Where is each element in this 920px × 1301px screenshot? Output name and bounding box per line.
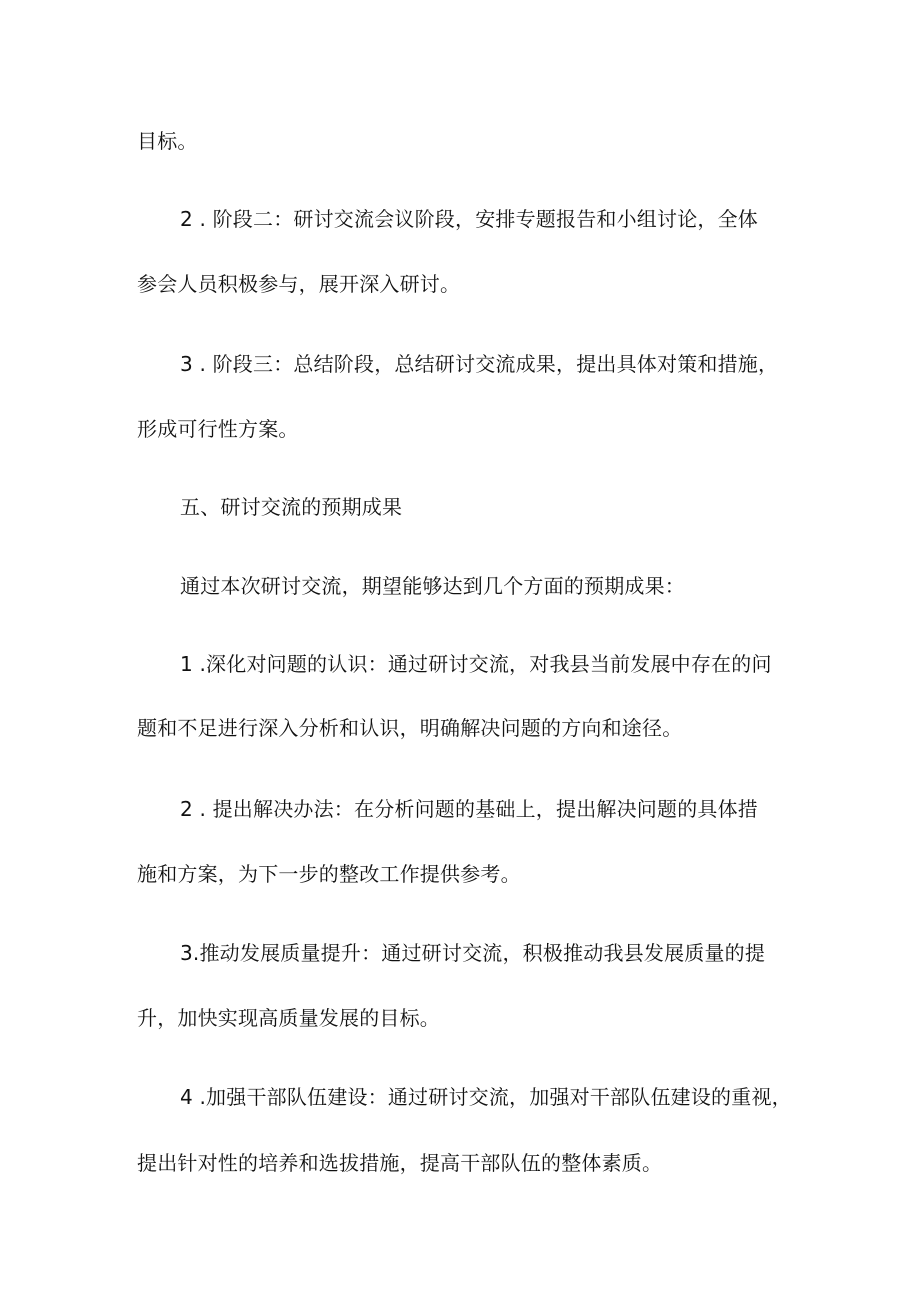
section-heading: 五、研讨交流的预期成果: [180, 495, 403, 519]
text-line: 提出针对性的培养和选拔措施，提高干部队伍的整体素质。: [137, 1151, 663, 1175]
text-line: 3 . 阶段三：总结阶段，总结研讨交流成果，提出具体对策和措施，: [180, 352, 779, 376]
text-line: 3.推动发展质量提升：通过研讨交流，积极推动我县发展质量的提: [180, 941, 766, 965]
text-line: 升，加快实现高质量发展的目标。: [137, 1006, 440, 1030]
text-line: 1 .深化对问题的认识：通过研讨交流，对我县当前发展中存在的问: [180, 652, 772, 676]
text-line: 通过本次研讨交流，期望能够达到几个方面的预期成果：: [180, 574, 685, 598]
text-line: 形成可行性方案。: [137, 417, 299, 441]
text-line: 题和不足进行深入分析和认识，明确解决问题的方向和途径。: [137, 716, 683, 740]
text-line: 目标。: [137, 129, 198, 153]
text-line: 2 . 提出解决办法：在分析问题的基础上，提出解决问题的具体措: [180, 797, 758, 821]
text-line: 4 .加强干部队伍建设：通过研讨交流，加强对干部队伍建设的重视，: [180, 1085, 792, 1109]
text-line: 参会人员积极参与，展开深入研讨。: [137, 272, 461, 296]
text-line: 施和方案，为下一步的整改工作提供参考。: [137, 862, 521, 886]
text-line: 2 . 阶段二：研讨交流会议阶段，安排专题报告和小组讨论，全体: [180, 207, 758, 231]
